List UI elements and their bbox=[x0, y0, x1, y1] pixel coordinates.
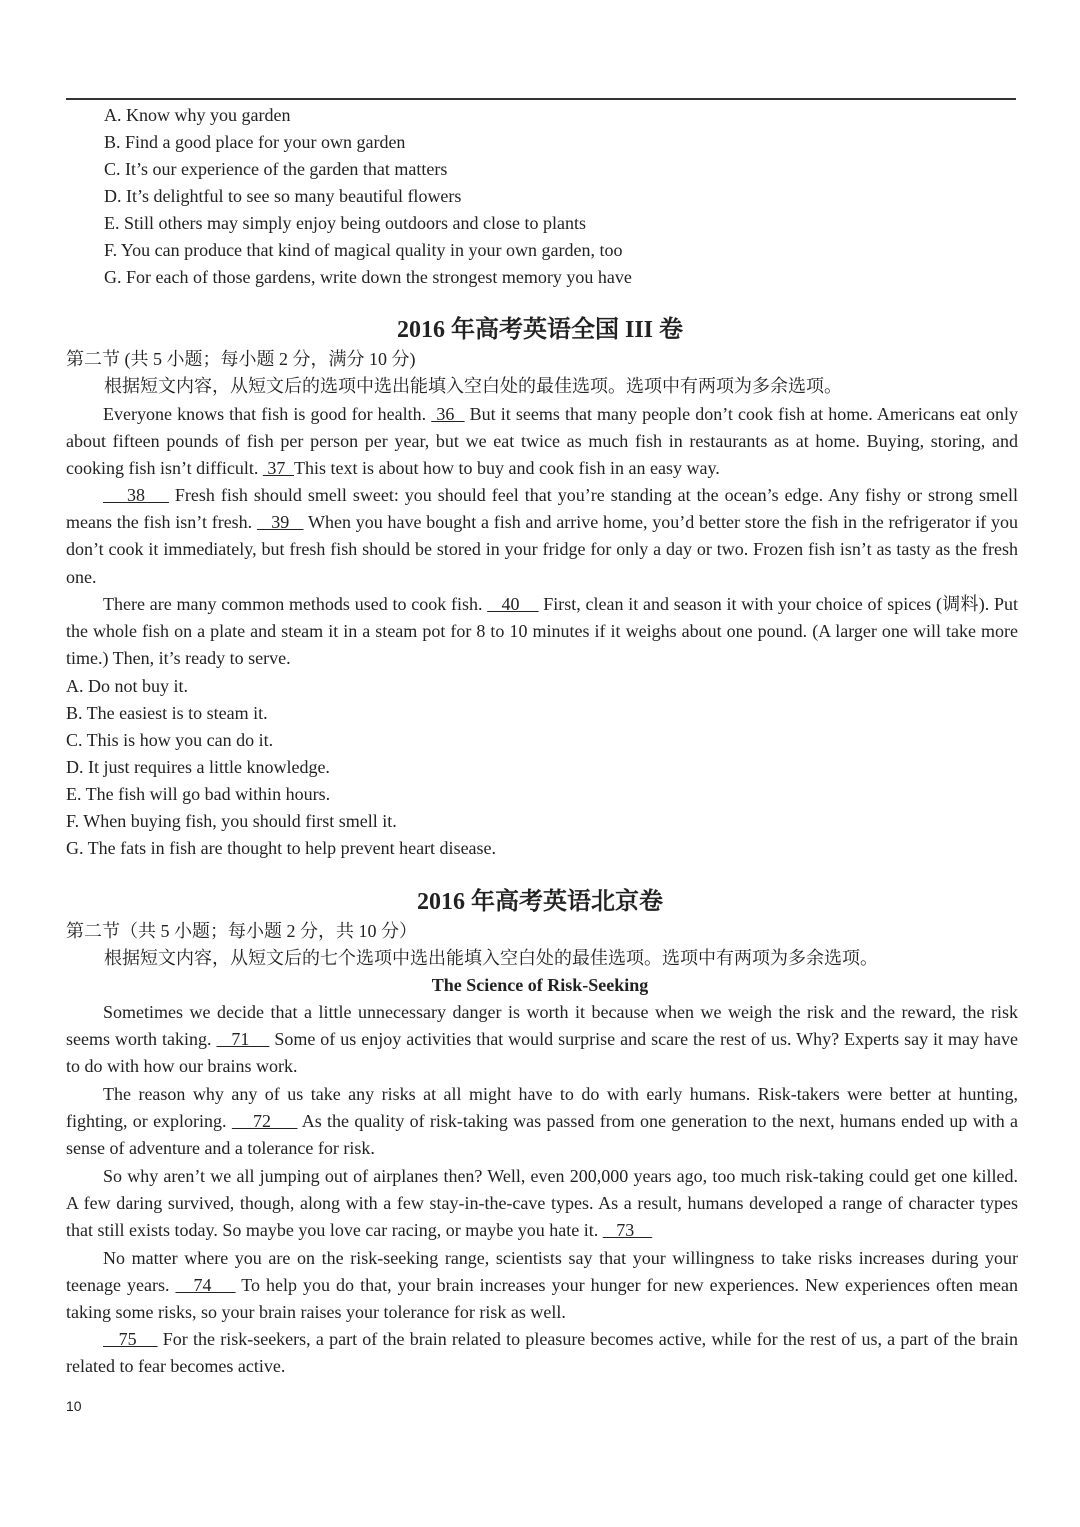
section1-instruction: 根据短文内容，从短文后的选项中选出能填入空白处的最佳选项。选项中有两项为多余选项。 bbox=[104, 376, 842, 396]
section1-paragraph-3 bbox=[66, 591, 1018, 673]
option-c: C. It’s our experience of the garden that matters bbox=[104, 159, 448, 179]
text: To help you do that, your brain increases your hunger for new experiences. New experiences often mean taking some risks, so your brain raises your tolerance for risk as well. bbox=[66, 1275, 1019, 1323]
text: Sometimes we decide that a little unnecessary danger is worth it because when we weigh the risk and the reward, the risk seems worth taking. bbox=[66, 1002, 1018, 1050]
section1-paragraph-2 bbox=[66, 482, 1018, 591]
section2-title: 2016 年高考英语北京卷 bbox=[417, 889, 663, 915]
option-b: B. Find a good place for your own garden bbox=[104, 132, 406, 152]
blank-72: 72 bbox=[231, 1111, 298, 1132]
blank-40: 40 bbox=[487, 594, 539, 614]
section2-paragraph-3 bbox=[66, 1163, 1018, 1245]
section1-heading: 第二节 (共 5 小题；每小题 2 分，满分 10 分) bbox=[66, 349, 416, 369]
option-e: E. Still others may simply enjoy being outdoors and close to plants bbox=[104, 213, 586, 233]
text: First, clean it and season it with your choice of spices (调料). Put the whole fish on a plate and steam it in a steam pot for 8 to 10 minutes if it weighs about one pound. (A larger one will take more time.) Then, it’s ready to serve. bbox=[66, 594, 1018, 669]
section2-paragraph-1 bbox=[66, 999, 1018, 1081]
text: So why aren’t we all jumping out of airplanes then? Well, even 200,000 years ago, too much risk-taking could get one killed. A few daring survived, though, along with a few stay-in-the-cave types. As a result, humans developed a range of character types that still exists today. So maybe you love car racing, or maybe you hate it. bbox=[66, 1166, 1018, 1241]
section2-paragraph-2 bbox=[66, 1081, 1018, 1163]
blank-37: 37 bbox=[262, 458, 295, 479]
blank-73: 73 bbox=[602, 1220, 653, 1241]
text: As the quality of risk-taking was passed from one generation to the next, humans ended up with a sense of adventure and a tolerance for risk. bbox=[66, 1111, 1018, 1159]
option-d: D. It just requires a little knowledge. bbox=[66, 757, 330, 777]
section2-paragraph-5 bbox=[66, 1326, 1018, 1380]
section2-paragraph-4 bbox=[66, 1245, 1018, 1327]
option-f: F. When buying fish, you should first smell it. bbox=[66, 811, 397, 831]
text: Some of us enjoy activities that would surprise and scare the rest of us. Why? Experts say it may have to do with how our brains work. bbox=[66, 1029, 1018, 1077]
text: This text is about how to buy and cook fish in an easy way. bbox=[294, 458, 720, 479]
blank-39: 39 bbox=[256, 512, 304, 533]
text: When you have bought a fish and arrive home, you’d better store the fish in the refrigerator if you don’t cook it immediately, but fresh fish should be stored in your fridge for only a day or two. Frozen fish isn’t as tasty as the fresh one. bbox=[66, 512, 1018, 587]
blank-75: 75 bbox=[103, 1329, 158, 1349]
option-f: F. You can produce that kind of magical quality in your own garden, too bbox=[104, 240, 623, 260]
text: No matter where you are on the risk-seeking range, scientists say that your willingness to take risks increases during your teenage years. bbox=[66, 1248, 1018, 1296]
text: Fresh fish should smell sweet: you should feel that you’re standing at the ocean’s edge. Any fishy or strong smell means the fish isn’t fresh. bbox=[66, 485, 1018, 533]
section1-paragraph-1 bbox=[66, 401, 1018, 483]
text: But it seems that many people don’t cook fish at home. Americans eat only about fifteen pounds of fish per person per year, but we eat twice as much fish in restaurants as at home. Buying, storing, and cooking fish isn’t difficult. bbox=[66, 404, 1019, 479]
blank-38: 38 bbox=[103, 485, 169, 505]
blank-71: 71 bbox=[216, 1029, 270, 1050]
option-c: C. This is how you can do it. bbox=[66, 730, 274, 750]
option-a: A. Know why you garden bbox=[104, 105, 291, 125]
option-g: G. The fats in fish are thought to help prevent heart disease. bbox=[66, 838, 497, 858]
option-e: E. The fish will go bad within hours. bbox=[66, 784, 331, 804]
text: For the risk-seekers, a part of the brain related to pleasure becomes active, while for the rest of us, a part of the brain related to fear becomes active. bbox=[66, 1329, 1018, 1377]
passage-title: The Science of Risk-Seeking bbox=[431, 975, 649, 995]
header-rule bbox=[66, 98, 1016, 100]
section2-instruction: 根据短文内容，从短文后的七个选项中选出能填入空白处的最佳选项。选项中有两项为多余选项。 bbox=[104, 948, 878, 968]
blank-74: 74 bbox=[175, 1275, 236, 1296]
option-a: A. Do not buy it. bbox=[66, 676, 189, 696]
section2-heading: 第二节（共 5 小题；每小题 2 分，共 10 分） bbox=[66, 921, 417, 941]
blank-36: 36 bbox=[431, 404, 465, 424]
section1-title: 2016 年高考英语全国 III 卷 bbox=[396, 317, 684, 343]
text: The reason why any of us take any risks at all might have to do with early humans. Risk-takers were better at hunting, fighting, or exploring. bbox=[66, 1084, 1018, 1132]
option-g: G. For each of those gardens, write down the strongest memory you have bbox=[104, 267, 632, 287]
option-b: B. The easiest is to steam it. bbox=[66, 703, 268, 723]
text: Everyone knows that fish is good for health. bbox=[103, 404, 432, 424]
page-number: 10 bbox=[66, 1398, 82, 1414]
text: There are many common methods used to cook fish. bbox=[103, 594, 488, 614]
option-d: D. It’s delightful to see so many beautiful flowers bbox=[104, 186, 462, 206]
